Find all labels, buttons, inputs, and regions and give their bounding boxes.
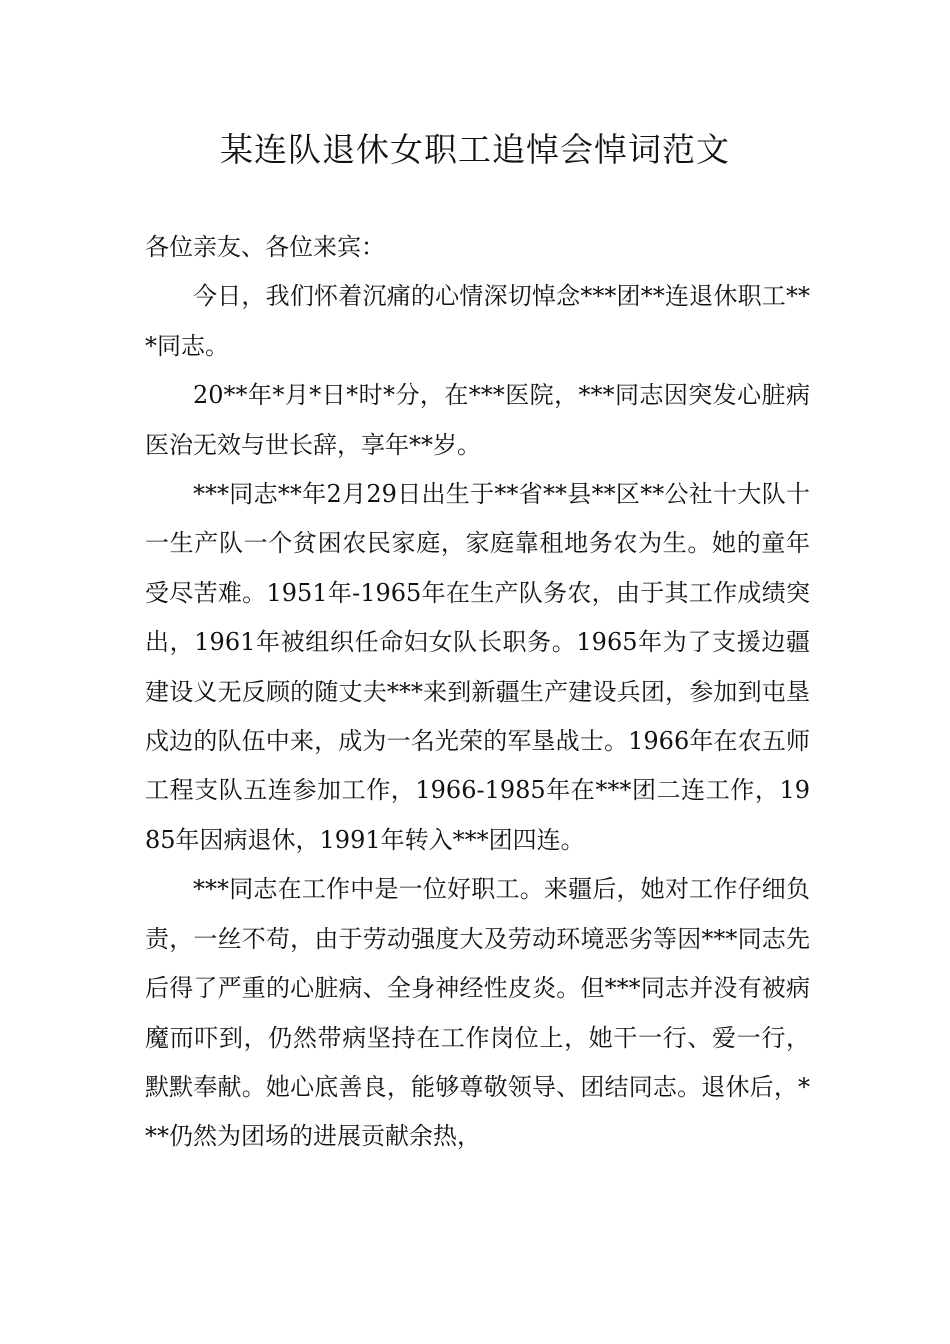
paragraph-3: ***同志**年2月29日出生于**省**县**区**公社十大队十一生产队一个贫困农民家庭，家庭靠租地务农为生。她的童年受尽苦难。1951年-1965年在生产队务农，由于其工作成绩突出，1961年被组织任命妇女队长职务。1965年为了支援边疆建设义无反顾的随丈夫***来到新疆生产建设兵团，参加到屯垦戍边的队伍中来，成为一名光荣的军垦战士。1966年在农五师工程支队五连参加工作，1966-1985年在***团二连工作，1985年因病退休，1991年转入***团四连。 bbox=[145, 480, 810, 854]
document-body bbox=[145, 223, 810, 1162]
paragraph-2: 20**年*月*日*时*分，在***医院，***同志因突发心脏病医治无效与世长辞，享年**岁。 bbox=[145, 381, 810, 459]
paragraph-4: ***同志在工作中是一位好职工。来疆后，她对工作仔细负责，一丝不苟，由于劳动强度大及劳动环境恶劣等因***同志先后得了严重的心脏病、全身神经性皮炎。但***同志并没有被病魔而吓到，仍然带病坚持在工作岗位上，她干一行、爱一行，默默奉献。她心底善良，能够尊敬领导、团结同志。退休后，***仍然为团场的进展贡献余热， bbox=[145, 875, 810, 1151]
salutation: 各位亲友、各位来宾： bbox=[145, 233, 385, 261]
paragraph-1: 今日，我们怀着沉痛的心情深切悼念***团**连退休职工***同志。 bbox=[145, 282, 810, 360]
document-title: 某连队退休女职工追悼会悼词范文 bbox=[220, 130, 730, 169]
